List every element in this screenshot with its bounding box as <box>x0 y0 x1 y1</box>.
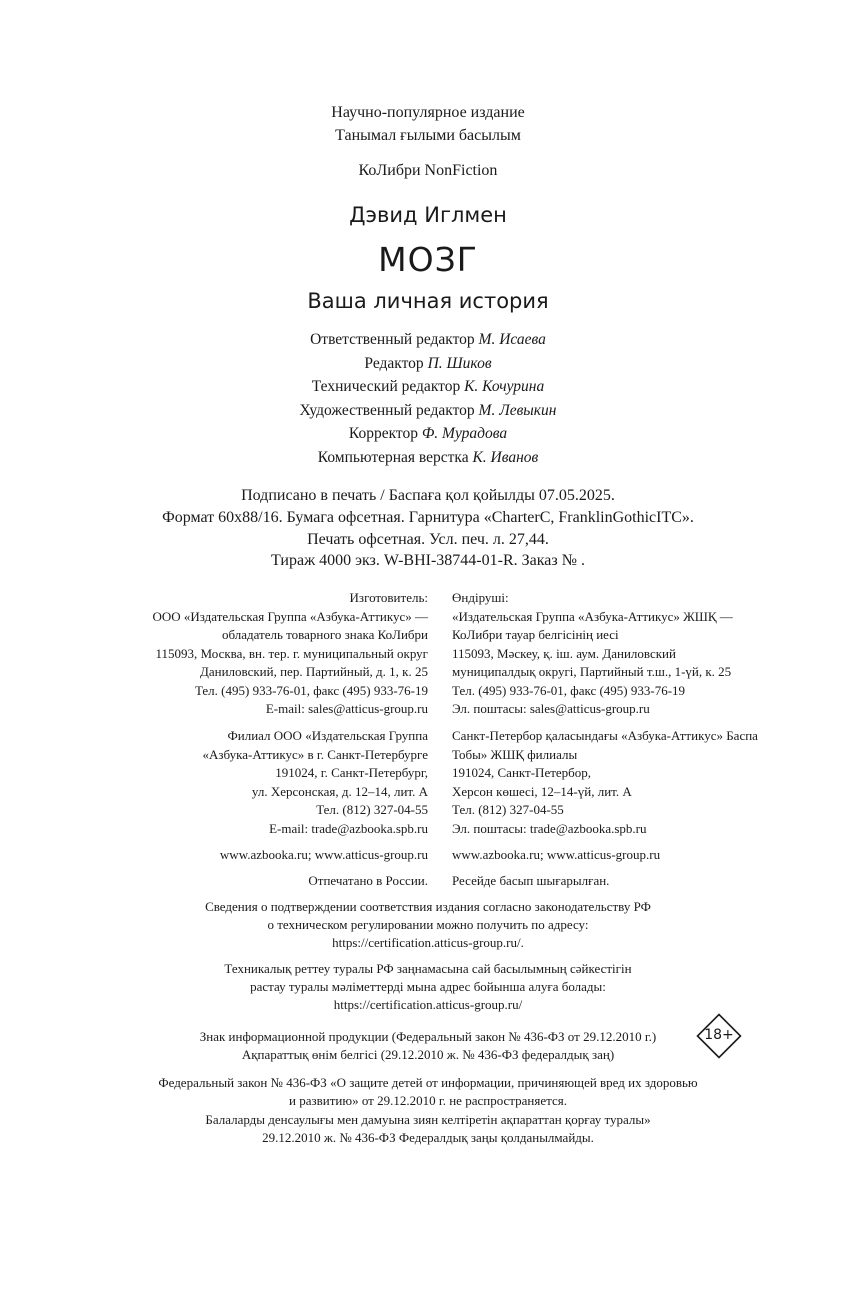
manufacturer-kz-line: «Издательская Группа «Азбука-Аттикус» ЖШҚ — <box>452 608 733 624</box>
branch-ru-line: Филиал ООО «Издательская Группа <box>227 728 428 743</box>
branch-kz-line: Тобы» ЖШҚ филиалы <box>452 746 578 762</box>
branch-ru-line: «Азбука-Аттикус» в г. Санкт-Петербурге <box>202 746 428 762</box>
staff-line: Компьютерная верстка К. Иванов <box>317 449 539 466</box>
age-rating-badge <box>696 1013 742 1059</box>
book-subtitle: Ваша личная история <box>307 289 549 313</box>
manufacturer-kz-line: Өндіруші: <box>452 590 509 605</box>
print-info-line: Формат 60x88/16. Бумага офсетная. Гарнитура «CharterC, FranklinGothicITC». <box>162 509 694 526</box>
info-sign-kz: Ақпараттық өнім белгісі (29.12.2010 ж. № 436-ФЗ федералдық заң) <box>241 1047 615 1062</box>
author-name: Дэвид Иглмен <box>349 203 507 227</box>
manufacturer-ru-line: обладатель товарного знака КоЛибри <box>221 627 428 642</box>
staff-line: Ответственный редактор М. Исаева <box>310 331 546 348</box>
edition-type-ru: Научно-популярное издание <box>331 104 525 121</box>
certification-ru-line: о техническом регулировании можно получить по адресу: <box>267 917 589 932</box>
certification-ru-line: Сведения о подтверждении соответствия издания согласно законодательству РФ <box>205 899 651 914</box>
book-title: МОЗГ <box>378 240 478 279</box>
certification-ru-url: https://certification.atticus-group.ru/. <box>332 935 524 950</box>
age-rating-label: 18+ <box>704 1027 734 1043</box>
websites-kz: www.azbooka.ru; www.atticus-group.ru <box>452 847 661 862</box>
staff-line: Художественный редактор М. Левыкин <box>299 402 557 419</box>
branch-ru-line: 191024, г. Санкт-Петербург, <box>275 765 428 780</box>
staff-line: Технический редактор К. Кочурина <box>311 378 545 395</box>
branch-kz-line: Тел. (812) 327-04-55 <box>452 802 564 817</box>
manufacturer-kz-line: КоЛибри тауар белгісінің иесі <box>452 627 619 642</box>
certification-kz-line: Техникалық реттеу туралы РФ заңнамасына сай басылымның сәйкестігін <box>224 961 632 976</box>
certification-kz-line: растау туралы мәліметтерді мына адрес бойынша алуға болады: <box>250 979 606 994</box>
staff-line: Корректор Ф. Мурадова <box>348 425 508 442</box>
branch-kz-email: Эл. поштасы: trade@azbooka.spb.ru <box>452 820 647 836</box>
branch-kz-line: Херсон көшесі, 12–14-үй, лит. А <box>452 783 632 799</box>
print-info-line: Тираж 4000 экз. W-BHI-38744-01-R. Заказ № . <box>271 552 585 569</box>
law-notice-line: Федеральный закон № 436-ФЗ «О защите детей от информации, причиняющей вред их здоровью <box>158 1075 698 1090</box>
manufacturer-kz <box>452 589 733 719</box>
manufacturer-kz-email: Эл. поштасы: sales@atticus-group.ru <box>452 701 650 716</box>
manufacturer-kz-line: 115093, Мәскеу, қ. іш. аум. Даниловский <box>452 645 676 661</box>
info-sign-ru: Знак информационной продукции (Федеральный закон № 436-ФЗ от 29.12.2010 г.) <box>199 1029 657 1044</box>
printed-ru: Отпечатано в России. <box>308 873 428 888</box>
law-notice-line: и развитию» от 29.12.2010 г. не распространяется. <box>289 1093 567 1108</box>
series-name: КоЛибри NonFiction <box>358 162 498 179</box>
manufacturer-ru-line: Тел. (495) 933-76-01, факс (495) 933-76-19 <box>194 682 428 698</box>
manufacturer-ru-line: Даниловский, пер. Партийный, д. 1, к. 25 <box>200 664 428 679</box>
edition-type-kz: Танымал ғылыми басылым <box>335 127 521 144</box>
law-notice-line: 29.12.2010 ж. № 436-ФЗ Федералдық заңы қолданылмайды. <box>262 1130 594 1145</box>
branch-ru-email: E-mail: trade@azbooka.spb.ru <box>269 820 428 836</box>
manufacturer-kz-line: муниципалдық округі, Партийный т.ш., 1-үй, к. 25 <box>452 664 732 679</box>
manufacturer-ru-line: 115093, Москва, вн. тер. г. муниципальный округ <box>155 645 428 661</box>
law-notice-line: Балаларды денсаулығы мен дамуына зиян келтіретін ақпараттан қорғау туралы» <box>205 1112 651 1127</box>
printed-kz: Ресейде басып шығарылған. <box>452 873 610 888</box>
branch-ru-line: Тел. (812) 327-04-55 <box>316 802 428 817</box>
branch-kz-line: Санкт-Петербор қаласындағы «Азбука-Аттикус» Баспа <box>452 728 758 743</box>
branch-kz-line: 191024, Санкт-Петербор, <box>452 765 592 780</box>
manufacturer-ru <box>152 589 428 719</box>
branch-kz <box>452 727 758 838</box>
manufacturer-ru-line: Изготовитель: <box>349 590 428 605</box>
staff-line: Редактор П. Шиков <box>364 355 492 372</box>
print-info-line: Подписано в печать / Баспаға қол қойылды 07.05.2025. <box>241 487 615 504</box>
print-info-line: Печать офсетная. Усл. печ. л. 27,44. <box>307 531 549 548</box>
manufacturer-kz-line: Тел. (495) 933-76-01, факс (495) 933-76-19 <box>452 682 686 698</box>
certification-kz-url: https://certification.atticus-group.ru/ <box>333 997 523 1012</box>
manufacturer-ru-email: E-mail: sales@atticus-group.ru <box>265 701 428 716</box>
branch-ru <box>202 727 428 838</box>
manufacturer-ru-line: ООО «Издательская Группа «Азбука-Аттикус» — <box>152 608 428 624</box>
websites-ru: www.azbooka.ru; www.atticus-group.ru <box>219 847 428 862</box>
branch-ru-line: ул. Херсонская, д. 12–14, лит. А <box>251 783 428 799</box>
